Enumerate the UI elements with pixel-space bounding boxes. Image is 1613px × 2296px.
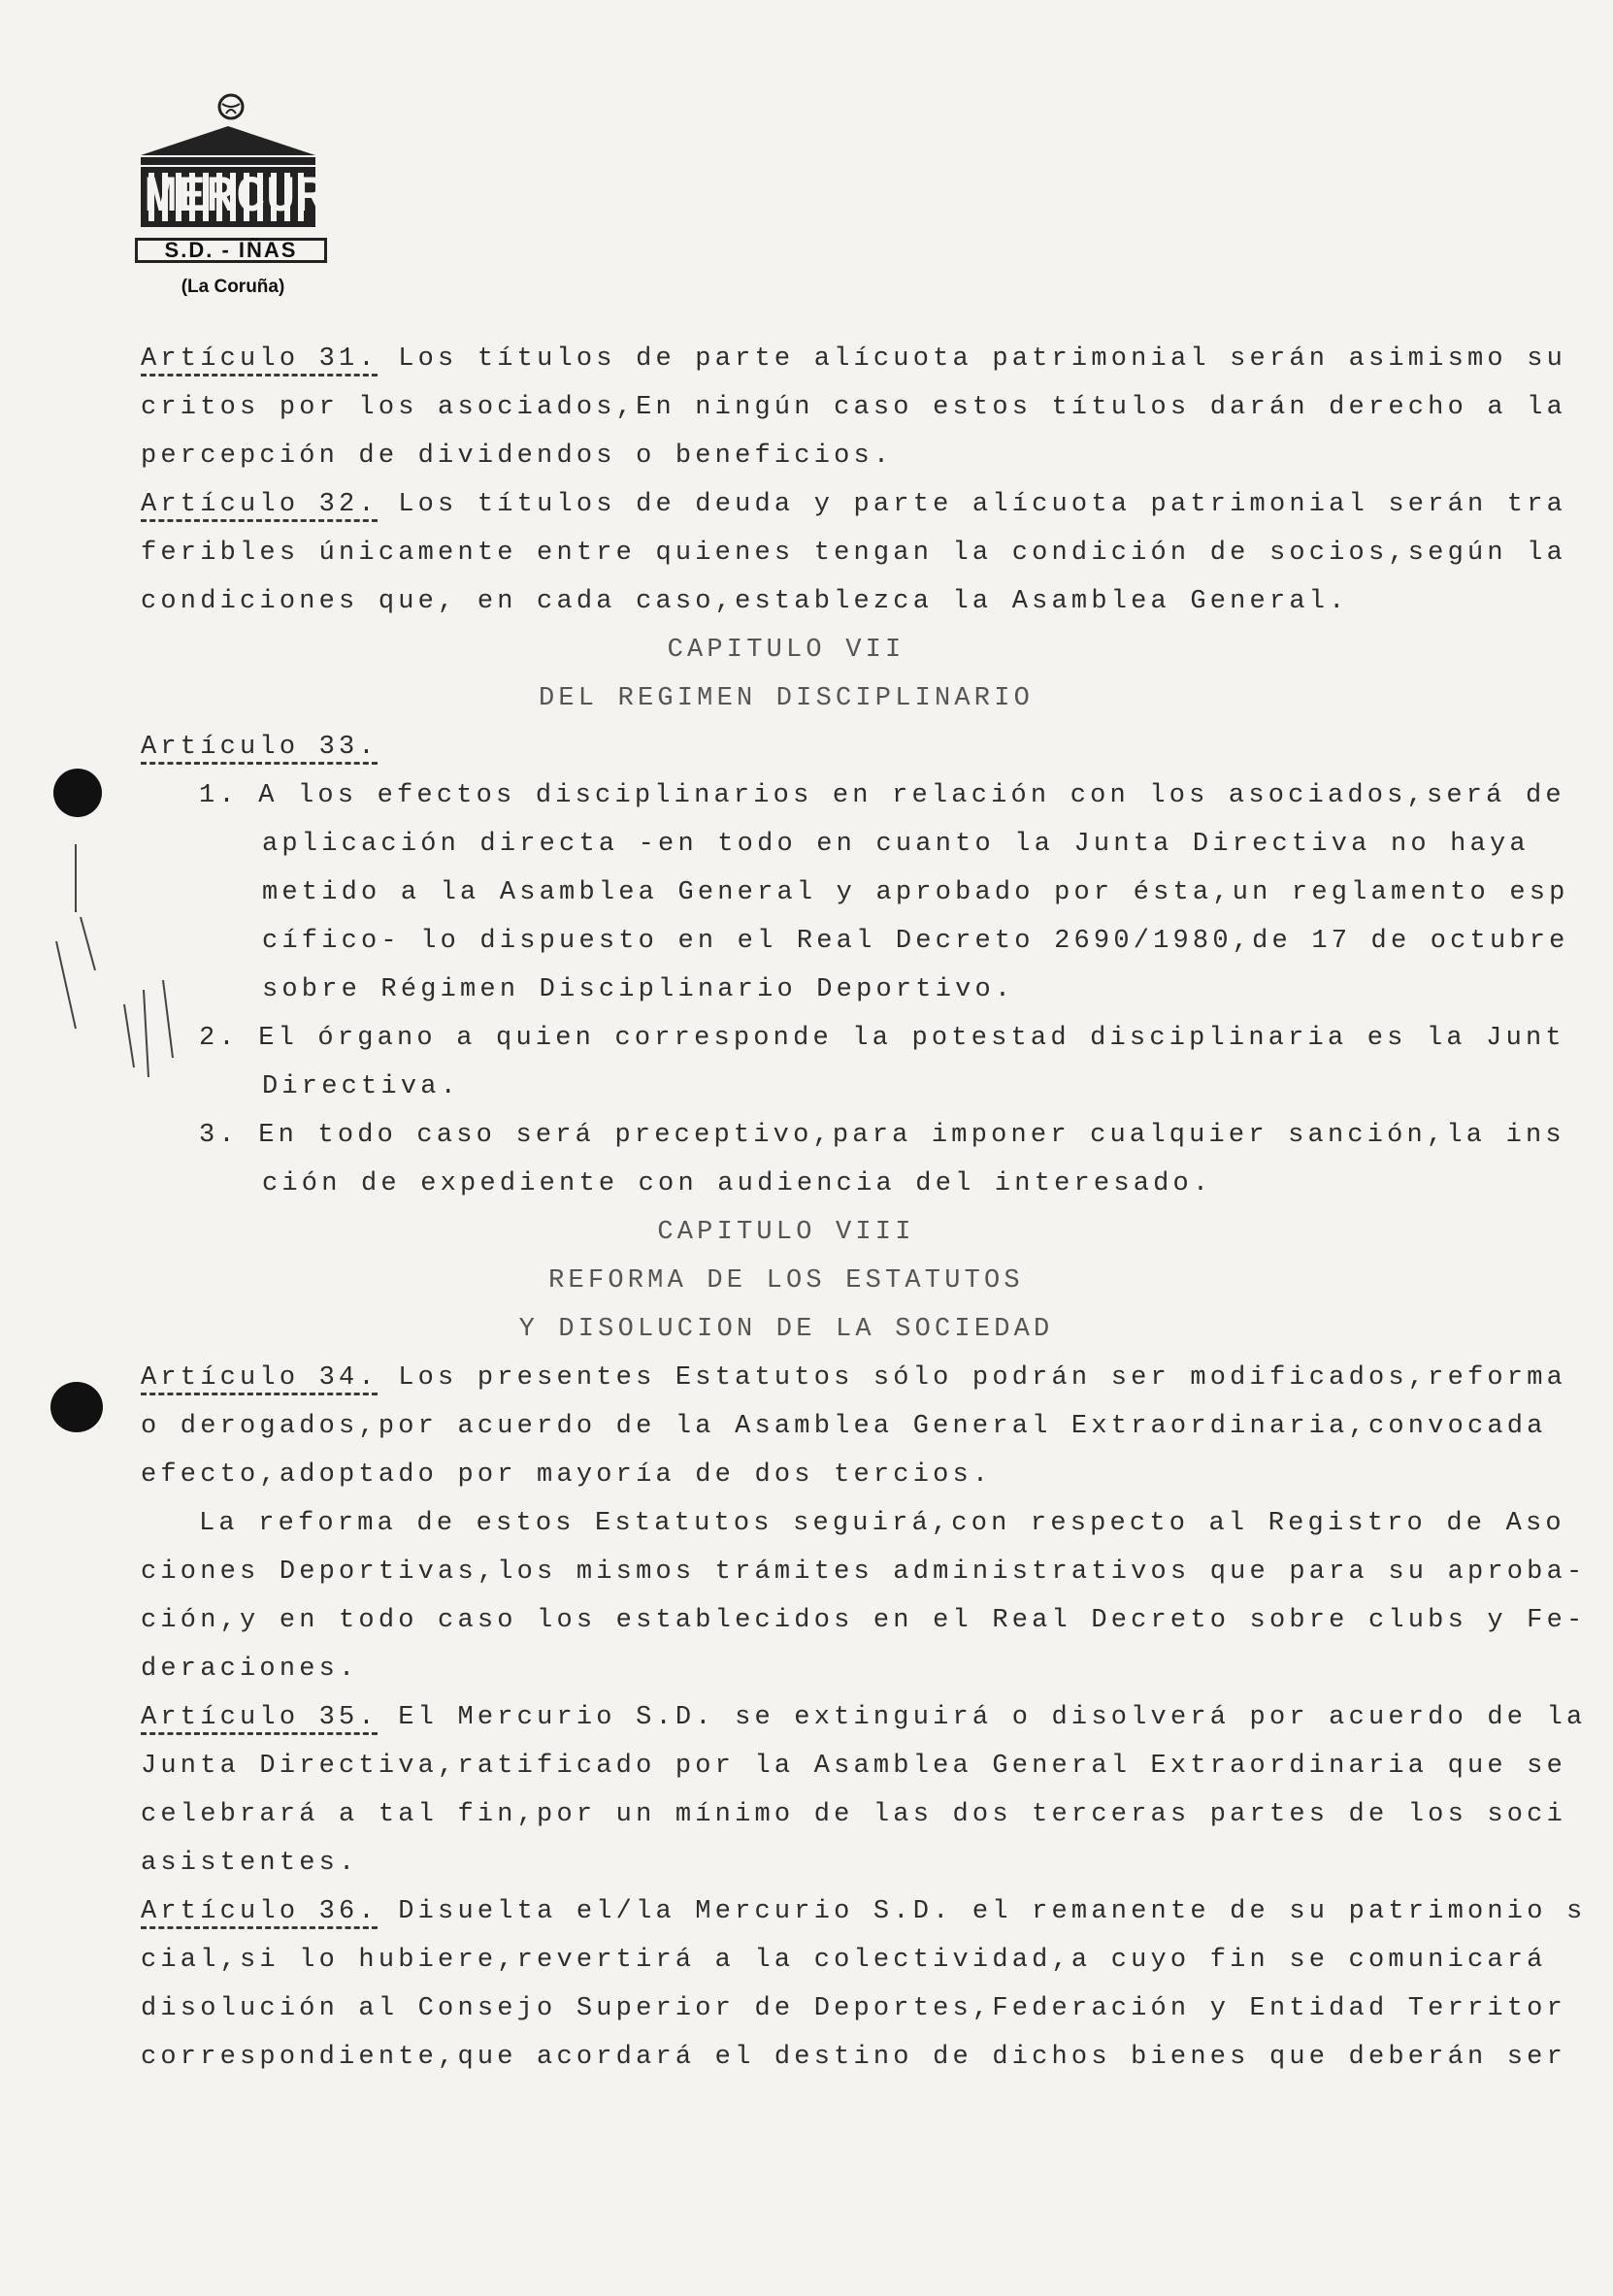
line-text: ción de expediente con audiencia del interesado. [262,1169,1213,1198]
text-line [141,335,1577,383]
line-text: aplicación directa -en todo en cuanto la Junta Directiva no haya [262,830,1530,859]
line-text: disolución al Consejo Superior de Deportes,Federación y Entidad Territor [141,1994,1566,2023]
text-line [141,432,1577,480]
line-text: La reforma de estos Estatutos seguirá,con respecto al Registro de Aso [199,1509,1565,1538]
line-text: efecto,adoptado por mayoría de dos tercios. [141,1460,993,1490]
text-line [141,1451,1577,1499]
text-line [141,966,1577,1014]
text-line [141,1790,1577,1839]
text-line [141,529,1577,577]
line-text: correspondiente,que acordará el destino de dichos bienes que deberán ser [141,2043,1566,2072]
line-text: cial,si lo hubiere,revertirá a la colectividad,a cuyo fin se comunicará [141,1946,1547,1975]
text-line [141,1887,1587,1936]
line-text: sobre Régimen Disciplinario Deportivo. [262,975,1015,1004]
line-text: Los presentes Estatutos sólo podrán ser modificados,reforma [378,1363,1567,1393]
club-city: (La Coruña) [181,277,285,297]
text-line [141,917,1577,966]
chapter-heading: REFORMA DE LOS ESTATUTOS [548,1266,1024,1296]
text-line [141,1742,1577,1790]
chapter-heading: CAPITULO VII [667,636,905,665]
punch-hole-top [53,769,102,817]
ball-emblem-icon [216,92,246,121]
article-label: Artículo 34. [141,1363,379,1393]
text-line [141,820,1577,869]
text-line [141,1499,1577,1548]
chapter-heading: DEL REGIMEN DISCIPLINARIO [538,684,1035,713]
line-text: 3. En todo caso será preceptivo,para imponer cualquier sanción,la ins [199,1121,1565,1150]
text-line [141,1984,1577,2033]
text-line [141,2033,1577,2082]
text-line [141,1160,1577,1208]
line-text: o derogados,por acuerdo de la Asamblea General Extraordinaria,convocada [141,1412,1547,1441]
article-label: Artículo 35. [141,1703,379,1732]
text-line [141,1063,1577,1111]
line-text: ciones Deportivas,los mismos trámites administrativos que para su aproba- [141,1558,1587,1587]
club-name: MERCURIO [145,168,372,222]
text-line [141,1693,1587,1742]
text-line [141,1936,1577,1984]
article-label: Artículo 33. [141,733,379,762]
text-line [141,1596,1587,1645]
article-label: Artículo 32. [141,490,379,519]
article-label: Artículo 31. [141,344,379,374]
text-line [141,1548,1587,1596]
text-line [141,480,1577,529]
chapter-heading: Y DISOLUCION DE LA SOCIEDAD [518,1315,1054,1344]
document-body [141,335,1587,2082]
text-line [141,1839,1577,1887]
chapter-heading: CAPITULO VIII [657,1218,915,1247]
text-line [141,1111,1577,1160]
line-text: 2. El órgano a quien corresponde la potestad disciplinaria es la Junt [199,1024,1565,1053]
line-text: El Mercurio S.D. se extinguirá o disolverá por acuerdo de la [378,1703,1587,1732]
line-text: 1. A los efectos disciplinarios en relación con los asociados,será de [199,781,1565,810]
line-text: asistentes. [141,1849,359,1878]
line-text: critos por los asociados,En ningún caso estos títulos darán derecho a la [141,393,1566,422]
text-line [141,1354,1577,1402]
line-text: ción,y en todo caso los establecidos en el Real Decreto sobre clubs y Fe- [141,1606,1587,1635]
line-text: Disuelta el/la Mercurio S.D. el remanente de su patrimonio s [378,1897,1587,1926]
line-text: deraciones. [141,1655,359,1684]
text-line [141,1014,1577,1063]
line-text: cífico- lo dispuesto en el Real Decreto 2690/1980,de 17 de octubre [262,927,1569,956]
line-text: condiciones que, en cada caso,establezca la Asamblea General. [141,587,1349,616]
line-text: celebrará a tal fin,por un mínimo de las dos terceras partes de los soci [141,1800,1566,1829]
line-text: metido a la Asamblea General y aprobado por ésta,un reglamento esp [262,878,1569,907]
club-suffix: S.D. - IÑAS [135,238,327,263]
text-line [141,1402,1577,1451]
line-text: percepción de dividendos o beneficios. [141,442,894,471]
text-line [141,723,1577,771]
punch-hole-bottom [50,1382,103,1432]
text-line [141,1645,1577,1693]
text-line [141,383,1577,432]
text-line [141,577,1577,626]
line-text: Junta Directiva,ratificado por la Asamblea General Extraordinaria que se [141,1752,1566,1781]
line-text: Los títulos de parte alícuota patrimonial serán asimismo su [378,344,1567,374]
line-text: Directiva. [262,1072,461,1101]
article-label: Artículo 36. [141,1897,379,1926]
text-line [141,869,1577,917]
text-line [141,771,1577,820]
line-text: feribles únicamente entre quienes tengan la condición de socios,según la [141,539,1566,568]
line-text: Los títulos de deuda y parte alícuota patrimonial serán tra [378,490,1567,519]
